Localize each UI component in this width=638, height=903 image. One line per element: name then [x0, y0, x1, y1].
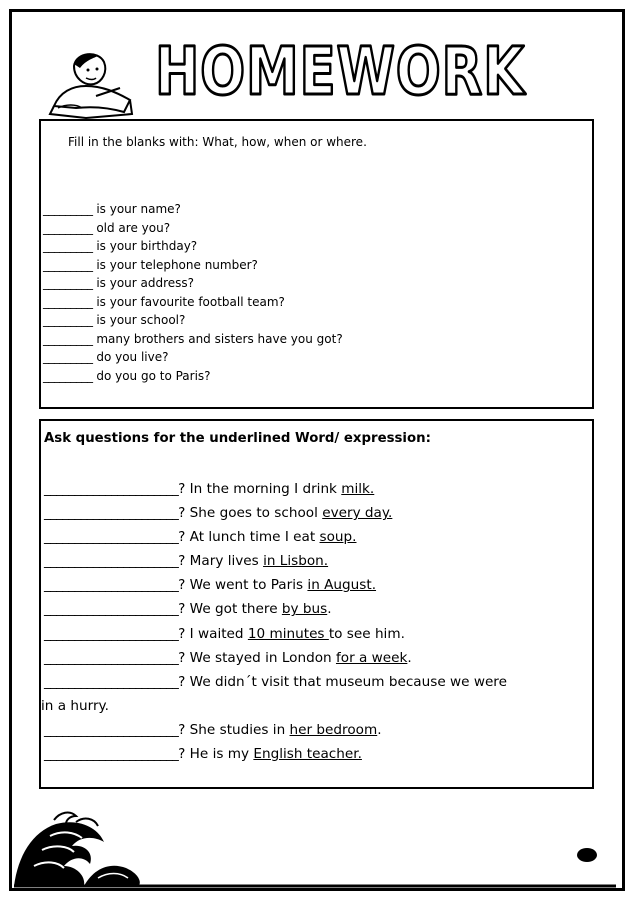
ask-question-line	[44, 646, 592, 670]
ask-question-line	[44, 742, 592, 766]
answer-blank[interactable]: ______________________	[44, 481, 179, 497]
answer-blank[interactable]: ______________________	[44, 553, 179, 570]
sentence-text: ? She goes to school	[178, 505, 323, 522]
answer-blank[interactable]: _________	[43, 276, 93, 290]
question-text: many brothers and sisters have you got?	[96, 331, 343, 346]
answer-blank[interactable]: _________	[43, 257, 93, 272]
wave-decoration	[14, 806, 616, 892]
answer-blank[interactable]: ______________________	[44, 601, 179, 618]
decorative-dot	[577, 848, 597, 862]
ask-question-line	[44, 477, 592, 501]
answer-blank[interactable]: _________	[43, 350, 93, 364]
answer-blank[interactable]: _________	[43, 202, 93, 216]
fill-in-question	[43, 367, 343, 386]
answer-blank[interactable]: _________	[43, 331, 93, 346]
underlined-expression: her bedroom	[289, 721, 378, 738]
underlined-expression: by bus	[281, 601, 328, 618]
underlined-expression: in August.	[307, 577, 377, 594]
sentence-text: ? We stayed in London	[178, 649, 336, 666]
underlined-expression: every day.	[322, 505, 393, 522]
answer-blank[interactable]: ______________________	[44, 746, 179, 763]
sentence-text: ? In the morning I drink	[178, 481, 342, 497]
ask-questions-heading: Ask questions for the underlined Word/ expression:	[44, 431, 431, 446]
fill-in-box	[39, 119, 594, 409]
sentence-end: .	[327, 601, 332, 618]
underlined-expression: soup.	[319, 529, 357, 546]
fill-in-question	[43, 200, 343, 219]
answer-blank[interactable]: ______________________	[44, 529, 179, 546]
fill-in-question-list	[43, 200, 343, 385]
fill-in-question	[43, 237, 343, 256]
ask-question-line	[44, 670, 592, 694]
underlined-expression: for a week	[335, 649, 408, 666]
question-text: is your favourite football team?	[96, 294, 285, 309]
ask-question-line	[44, 622, 592, 646]
answer-blank[interactable]: _________	[43, 239, 93, 253]
ask-question-line	[44, 549, 592, 573]
question-text: is your address?	[96, 276, 195, 290]
fill-in-question	[43, 311, 343, 330]
answer-blank[interactable]: ______________________	[44, 625, 179, 642]
question-text: is your telephone number?	[96, 257, 258, 272]
answer-blank[interactable]: _________	[43, 220, 93, 235]
sentence-text: ? Mary lives	[178, 553, 264, 570]
fill-in-question	[43, 219, 343, 238]
fill-in-instruction: Fill in the blanks with: What, how, when or where.	[68, 135, 367, 149]
question-text: old are you?	[96, 220, 171, 235]
answer-blank[interactable]: _________	[43, 313, 93, 327]
answer-blank[interactable]: ______________________	[44, 577, 179, 594]
answer-blank[interactable]: _________	[43, 368, 93, 383]
sentence-continuation: in a hurry.	[41, 697, 109, 714]
fill-in-question	[43, 348, 343, 367]
ask-question-list	[41, 477, 592, 766]
answer-blank[interactable]: ______________________	[44, 673, 179, 690]
question-text: is your school?	[96, 313, 186, 327]
fill-in-question	[43, 274, 343, 293]
sentence-text: ? We got there	[178, 601, 282, 618]
underlined-expression: in Lisbon.	[263, 553, 329, 570]
ask-questions-box	[39, 419, 594, 789]
answer-blank[interactable]: ______________________	[44, 505, 179, 522]
sentence-text: ? I waited	[178, 625, 248, 642]
ask-question-line	[44, 718, 592, 742]
sentence-text: ? We didn´t visit that museum because we were	[178, 673, 507, 690]
ask-question-line	[44, 525, 592, 549]
question-text: is your name?	[96, 202, 181, 216]
sentence-text: ? He is my	[178, 746, 254, 763]
sentence-end: .	[377, 721, 382, 738]
question-text: do you live?	[96, 350, 169, 364]
answer-blank[interactable]: _________	[43, 294, 93, 309]
title-text: HOMEWORK	[155, 33, 527, 110]
ask-question-line	[44, 501, 592, 525]
underlined-expression: English teacher.	[253, 746, 362, 763]
sentence-text: ? At lunch time I eat	[178, 529, 320, 546]
fill-in-question	[43, 330, 343, 349]
page-title	[150, 14, 530, 114]
ask-question-line	[44, 573, 592, 597]
underlined-expression: 10 minutes	[247, 625, 329, 642]
question-text: is your birthday?	[96, 239, 198, 253]
sentence-text: ? She studies in	[178, 721, 290, 738]
sentence-end: to see him.	[328, 625, 405, 642]
fill-in-question	[43, 256, 343, 275]
sentence-text: ? We went to Paris	[178, 577, 308, 594]
underlined-expression: milk.	[341, 481, 375, 497]
question-text: do you go to Paris?	[96, 368, 211, 383]
student-writing-illustration	[46, 48, 138, 120]
answer-blank[interactable]: ______________________	[44, 721, 179, 738]
sentence-end: .	[407, 649, 412, 666]
answer-blank[interactable]: ______________________	[44, 649, 179, 666]
fill-in-question	[43, 293, 343, 312]
ask-question-line	[44, 597, 592, 621]
